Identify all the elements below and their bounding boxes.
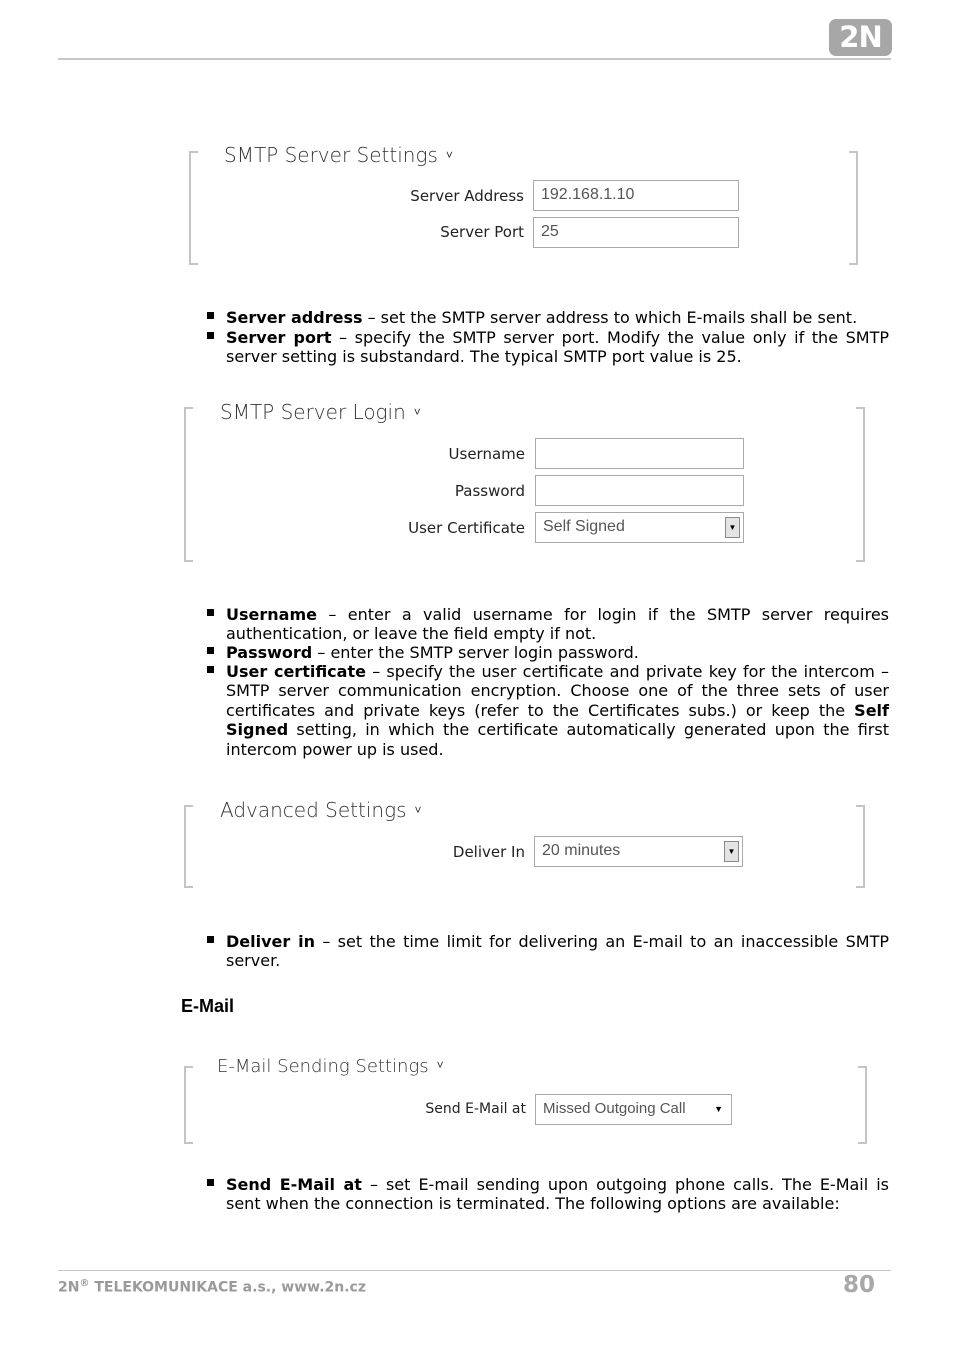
deliver-in-select[interactable] [534, 836, 743, 867]
deliver-in-label: Deliver In [452, 843, 525, 861]
chevron-down-icon: ˅ [436, 1058, 444, 1072]
panel-title-smtp-server-login[interactable]: SMTP Server Login ˅ [220, 400, 421, 424]
list-item: Deliver in – set the time limit for delivering an E-mail to an inaccessible SMTP server. [226, 932, 889, 971]
list-item: Send E-Mail at – set E-mail sending upon outgoing phone calls. The E-Mail is sent when the connection is terminated. The following options are available: [226, 1175, 890, 1214]
panel-bracket-left [184, 407, 193, 562]
chevron-down-icon: ˅ [413, 405, 421, 419]
deliver-in-value: 20 minutes [542, 842, 621, 859]
panel-bracket-right [856, 805, 865, 888]
section-heading-email: E-Mail [181, 996, 235, 1016]
footer-company: 2N® TELEKOMUNIKACE a.s., www.2n.cz [58, 1278, 366, 1296]
user-certificate-select[interactable] [535, 512, 744, 543]
brand-logo: 2N [829, 19, 892, 56]
server-address-input[interactable]: 192.168.1.10 [533, 180, 739, 211]
server-address-label: Server Address [410, 187, 524, 205]
panel-bracket-left [189, 151, 198, 265]
list-item: Server address – set the SMTP server address to which E-mails shall be sent. [226, 308, 889, 327]
header-rule [58, 58, 891, 60]
list-item: Server port – specify the SMTP server port. Modify the value only if the SMTP server setting is substandard. The typical SMTP port value is 25. [226, 328, 889, 367]
username-label: Username [448, 445, 525, 463]
password-label: Password [454, 482, 525, 500]
panel-bracket-left [184, 805, 193, 888]
list-item: Username – enter a valid username for login if the SMTP server requires authentication, or leave the field empty if not. [226, 605, 889, 644]
list-item: Password – enter the SMTP server login password. [226, 643, 889, 662]
list-item: User certificate – specify the user certificate and private key for the intercom – SMTP server communication encryption. Choose one of the three sets of user certificates and private keys (refer to the Certificates subs.) or keep the Self Signed setting, in which the certificate automatically generated upon the first intercom power up is used. [226, 662, 890, 759]
user-certificate-label: User Certificate [408, 519, 525, 537]
dropdown-arrow-icon[interactable]: ▼ [725, 517, 740, 538]
panel-bracket-right [858, 1066, 867, 1144]
send-email-at-label: Send E-Mail at [425, 1101, 526, 1117]
send-email-at-value: Missed Outgoing Call [543, 1100, 686, 1117]
panel-title-smtp-server-settings[interactable]: SMTP Server Settings ˅ [224, 143, 453, 167]
send-email-at-select[interactable] [535, 1094, 732, 1125]
server-port-input[interactable]: 25 [533, 217, 739, 248]
dropdown-arrow-icon[interactable]: ▼ [714, 1104, 723, 1114]
dropdown-arrow-icon[interactable]: ▼ [724, 841, 739, 862]
panel-bracket-right [849, 151, 858, 265]
panel-title-email-sending-settings[interactable]: E-Mail Sending Settings ˅ [217, 1056, 444, 1077]
username-input[interactable] [535, 438, 744, 469]
page-number: 80 [842, 1272, 875, 1298]
password-input[interactable] [535, 475, 744, 506]
panel-bracket-right [856, 407, 865, 562]
panel-bracket-left [184, 1066, 193, 1144]
server-port-label: Server Port [440, 223, 524, 241]
chevron-down-icon: ˅ [445, 148, 453, 162]
user-certificate-value: Self Signed [543, 518, 625, 535]
chevron-down-icon: ˅ [414, 803, 422, 817]
panel-title-advanced-settings[interactable]: Advanced Settings ˅ [220, 798, 422, 822]
footer-rule [58, 1270, 891, 1271]
